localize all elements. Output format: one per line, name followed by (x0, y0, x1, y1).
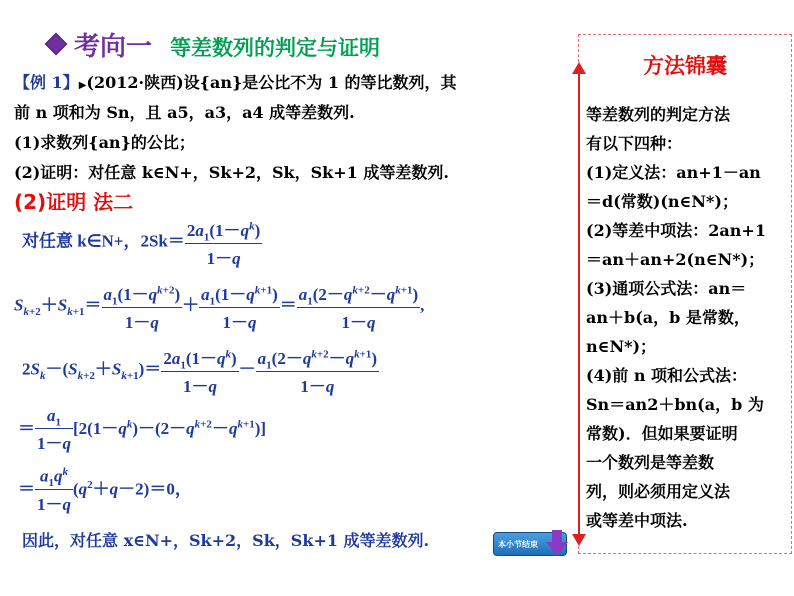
panel-line: 或等差中项法. (586, 511, 688, 530)
scroll-track[interactable] (578, 72, 580, 537)
problem-line-1 (14, 70, 457, 93)
section-end-label: 本小节结束 (498, 540, 538, 549)
panel-line: 常数)．但如果要证明 (586, 424, 738, 443)
scroll-down-arrow-icon[interactable] (572, 534, 586, 546)
panel-line: (4)前 n 项和公式法： (586, 366, 748, 385)
panel-line: 等差数列的判定方法 (586, 105, 731, 124)
example-label: 【例 1】 (14, 73, 79, 92)
panel-line: n∈N*)； (586, 337, 657, 356)
panel-line: 一个数列是等差数 (586, 453, 715, 472)
proof-line-5: ＝ $\frac{a_1q^k}{1-q}$ $(q^2+q-2)=0$， (18, 466, 192, 515)
proof-heading: (2)证明 法二 (14, 190, 134, 214)
diamond-bullet-icon (45, 33, 68, 56)
problem-line-2: 前 n 项和为 Sn，且 a5，a3，a4 成等差数列. (14, 103, 355, 122)
problem-text-1: 设{an}是公比不为 1 的等比数列，其 (183, 73, 457, 92)
proof-line-4: ＝ $\frac{a_1}{1-q}$ $[2(1-q^k)-(2-q^{k+2}-q^{k+1})]$ (18, 406, 267, 454)
panel-line: (3)通项公式法：an＝ (586, 279, 747, 298)
panel-line: ＝an＋an+2(n∈N*)； (586, 250, 765, 269)
panel-line: 列，则必须用定义法 (586, 482, 731, 501)
problem-source: (2012·陕西) (86, 73, 184, 92)
section-prefix: 考向一 (74, 32, 153, 62)
panel-line: 有以下四种： (586, 134, 683, 153)
panel-line: (2)等差中项法：2an+1 (586, 221, 766, 240)
fraction-2sk: $\frac{2a_1(1-q^k)}{1-q}$ (185, 216, 262, 269)
problem-part-2: (2)证明：对任意 k∈N+，Sk+2，Sk，Sk+1 成等差数列. (14, 163, 449, 182)
play-marker-icon: ▶ (78, 80, 87, 91)
section-title: 等差数列的判定与证明 (170, 36, 380, 60)
proof-line-1 (22, 216, 262, 269)
proof-line-3: $2S_k-(S_{k+2}+S_{k+1})=$ $\frac{2a_1(1-q^k)}{1-q}$ － $\frac{a_1(2-q^{k+2}-q^{k+1})}{1-q}$ (22, 344, 379, 397)
proof-conclusion: 因此，对任意 x∈N+，Sk+2，Sk，Sk+1 成等差数列. (22, 531, 430, 550)
problem-part-1: (1)求数列{an}的公比； (14, 133, 195, 152)
panel-line: an＋b(a，b 是常数， (586, 308, 750, 327)
panel-line: (1)定义法：an+1－an (586, 163, 761, 182)
panel-line: ＝d(常数)(n∈N*)； (586, 192, 738, 211)
scroll-up-arrow-icon[interactable] (572, 62, 586, 74)
panel-line: Sn＝an2＋bn(a，b 为 (586, 395, 764, 414)
proof-line-1-prefix: 对任意 k∈N+，2Sk＝ (22, 231, 185, 251)
panel-title: 方法锦囊 (643, 54, 727, 78)
down-arrow-icon[interactable] (546, 530, 568, 556)
proof-line-2: $S_{k+2}+S_{k+1}=$ $\frac{a_1(1-q^{k+2})}{1-q}$ ＋ $\frac{a_1(1-q^{k+1})}{1-q}$ ＝ $\frac{a_1(2-q^{k+2}-q^{k+1})}{1-q}$ , (14, 280, 424, 333)
